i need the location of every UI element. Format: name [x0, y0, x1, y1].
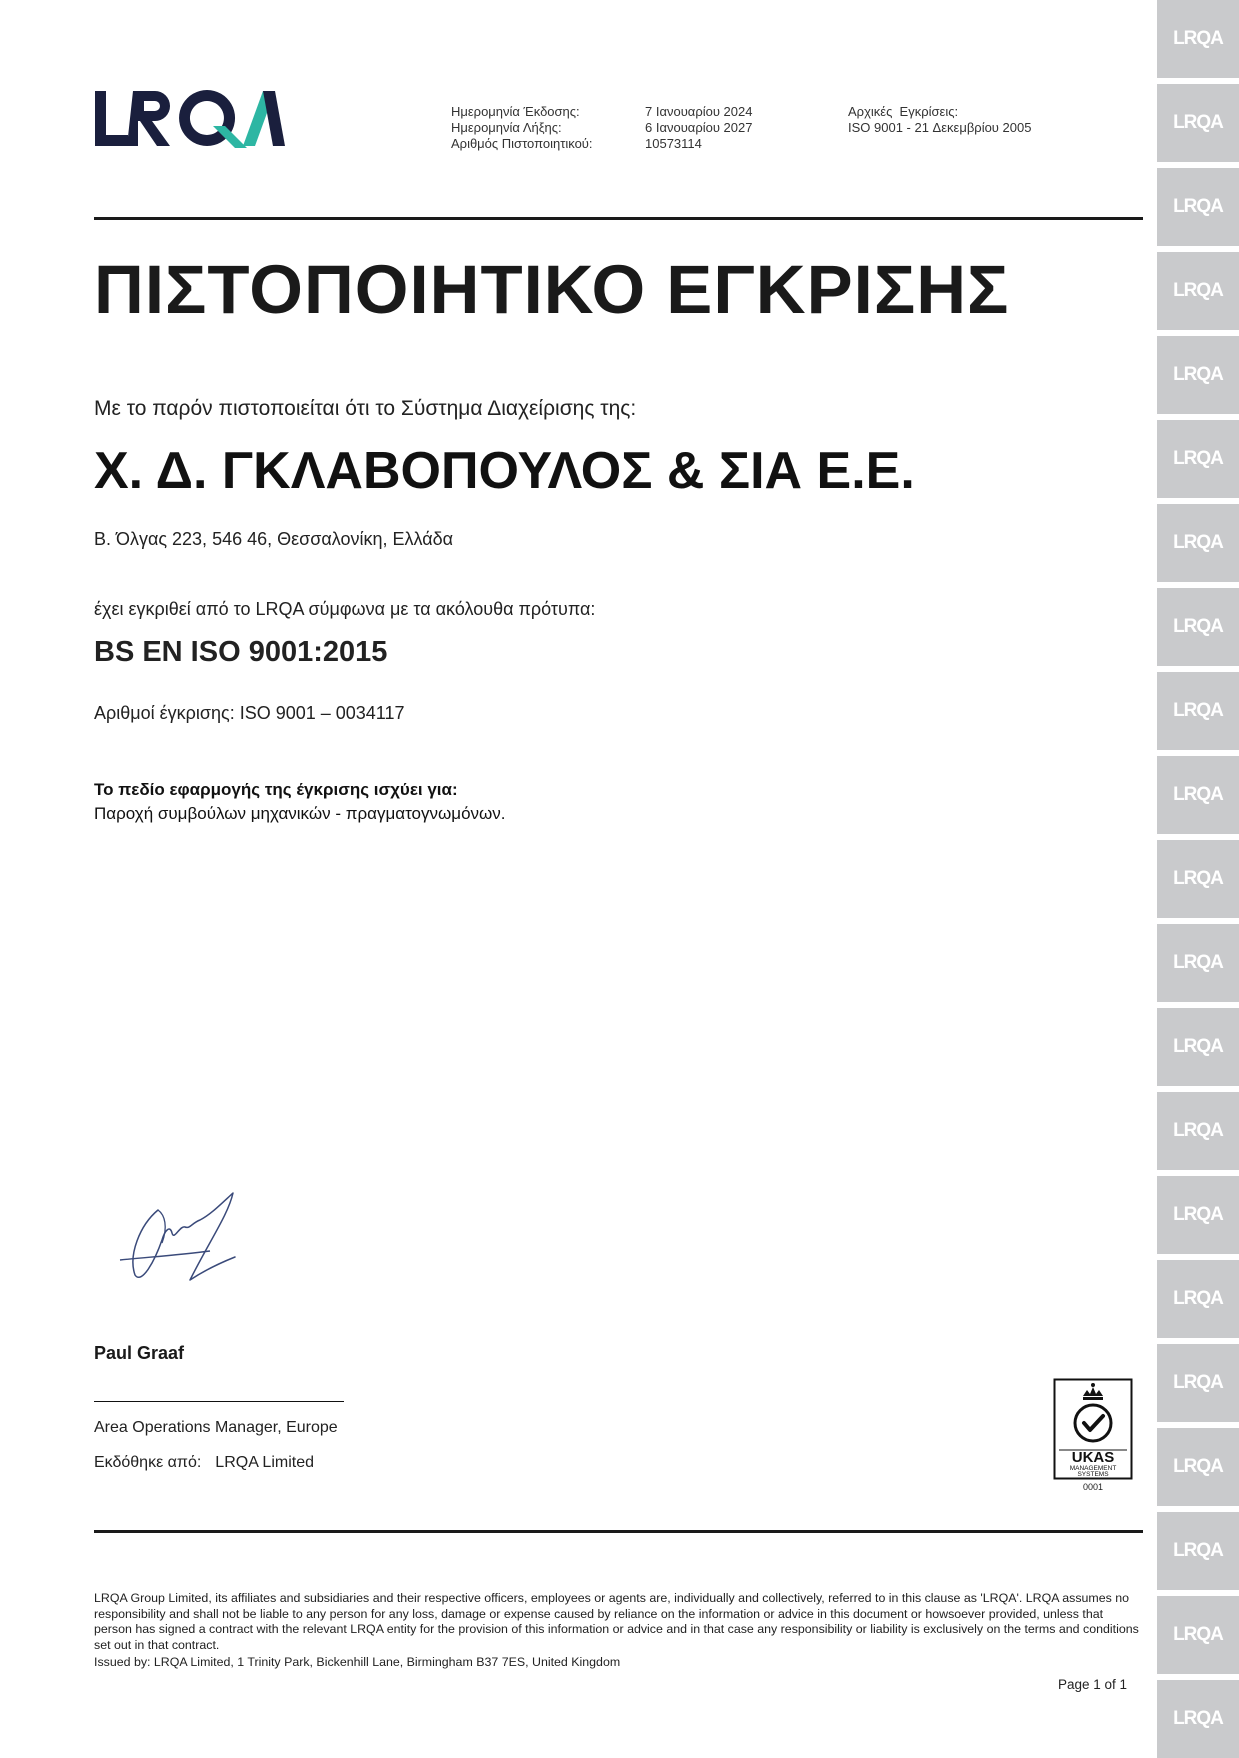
company-address: Β. Όλγας 223, 546 46, Θεσσαλονίκη, Ελλάδα — [94, 529, 454, 549]
issue-date: 7 Ιανουαρίου 2024 — [645, 104, 753, 119]
issued-by-value: LRQA Limited — [215, 1454, 315, 1471]
side-tab-logo: LRQA — [1173, 952, 1223, 973]
cert-number: 10573114 — [645, 136, 702, 151]
side-tab-logo: LRQA — [1173, 532, 1223, 553]
standard: BS EN ISO 9001:2015 — [94, 636, 388, 668]
ukas-line1: MANAGEMENT — [1069, 1465, 1117, 1472]
side-tab-logo: LRQA — [1173, 700, 1223, 721]
side-tab-logo: LRQA — [1173, 1288, 1223, 1309]
side-tab-logo: LRQA — [1173, 616, 1223, 637]
side-tab — [1157, 756, 1239, 834]
side-tab — [1157, 1344, 1239, 1422]
lrqa-logo — [95, 88, 285, 150]
page-number: Page 1 of 1 — [1058, 1677, 1128, 1692]
side-tab-logo: LRQA — [1173, 1456, 1223, 1477]
top-divider — [94, 217, 1143, 220]
side-tab-logo: LRQA — [1173, 1372, 1223, 1393]
issue-date-label: Ημερομηνία Έκδοσης: — [451, 104, 580, 119]
original-approvals: ISO 9001 - 21 Δεκεμβρίου 2005 — [848, 120, 1032, 135]
expiry-date-label: Ημερομηνία Λήξης: — [451, 120, 562, 135]
signature — [110, 1185, 260, 1295]
side-tab — [1157, 1008, 1239, 1086]
side-tab-logo: LRQA — [1173, 784, 1223, 805]
side-tab-logo: LRQA — [1173, 868, 1223, 889]
side-tab-logo: LRQA — [1173, 448, 1223, 469]
side-tab — [1157, 1512, 1239, 1590]
side-tab — [1157, 504, 1239, 582]
side-tab-logo: LRQA — [1173, 1708, 1223, 1729]
side-tab — [1157, 924, 1239, 1002]
company-name: Χ. Δ. ΓΚΛΑΒΟΠΟΥΛΟΣ & ΣΙΑ Ε.Ε. — [94, 442, 915, 500]
side-tab — [1157, 1428, 1239, 1506]
side-tab — [1157, 0, 1239, 78]
ukas-accreditation-mark — [1053, 1378, 1133, 1480]
ukas-name: UKAS — [1071, 1449, 1115, 1466]
signer-title: Area Operations Manager, Europe — [94, 1419, 338, 1436]
side-tab-logo: LRQA — [1173, 1120, 1223, 1141]
side-tab — [1157, 1092, 1239, 1170]
bottom-divider — [94, 1530, 1143, 1533]
ukas-line2: SYSTEMS — [1077, 1471, 1109, 1478]
signature-line — [94, 1401, 344, 1402]
certificate-title: ΠΙΣΤΟΠΟΙΗΤΙΚΟ ΕΓΚΡΙΣΗΣ — [94, 251, 1010, 328]
side-tab-logo: LRQA — [1173, 1036, 1223, 1057]
issued-address: Issued by: LRQA Limited, 1 Trinity Park, Bickenhill Lane, Birmingham B37 7ES, United Kingdom — [94, 1655, 621, 1669]
side-tab-logo: LRQA — [1173, 112, 1223, 133]
scope-label: Το πεδίο εφαρμογής της έγκρισης ισχύει για: — [94, 780, 458, 799]
approved-by-text: έχει εγκριθεί από το LRQA σύμφωνα με τα ακόλουθα πρότυπα: — [94, 599, 596, 619]
side-tab — [1157, 168, 1239, 246]
side-tab — [1157, 420, 1239, 498]
certificate-intro: Με το παρόν πιστοποιείται ότι το Σύστημα Διαχείρισης της: — [94, 397, 637, 420]
side-tab — [1157, 672, 1239, 750]
side-tab — [1157, 1680, 1239, 1758]
side-tab-strip — [1157, 0, 1239, 1752]
expiry-date: 6 Ιανουαρίου 2027 — [645, 120, 753, 135]
approval-numbers: Αριθμοί έγκρισης: ISO 9001 – 0034117 — [94, 703, 405, 723]
signer-name: Paul Graaf — [94, 1343, 185, 1363]
side-tab — [1157, 336, 1239, 414]
issued-by-label: Εκδόθηκε από: — [94, 1454, 202, 1471]
side-tab-logo: LRQA — [1173, 28, 1223, 49]
side-tab — [1157, 84, 1239, 162]
side-tab-logo: LRQA — [1173, 196, 1223, 217]
disclaimer: LRQA Group Limited, its affiliates and subsidiaries and their respective officers, employees or agents are, individually and collectively, referred to in this clause as 'LRQA'. LRQA assumes no responsibility and shall not be liable to any person for any loss, damage or expense caused by reliance on the information or advice in this document or howsoever provided, unless that person has signed a contract with the relevant LRQA entity for the provision of this information or advice and in that case any responsibility or liability is exclusively on the terms and conditions set out in that contract. — [94, 1591, 1139, 1652]
side-tab — [1157, 1176, 1239, 1254]
side-tab — [1157, 252, 1239, 330]
side-tab-logo: LRQA — [1173, 1624, 1223, 1645]
issued-by — [94, 1454, 314, 1472]
original-approvals-label: Αρχικές Εγκρίσεις: — [848, 104, 959, 119]
cert-number-label: Αριθμός Πιστοποιητικού: — [451, 136, 593, 151]
side-tab — [1157, 1596, 1239, 1674]
side-tab — [1157, 1260, 1239, 1338]
scope-text: Παροχή συμβούλων μηχανικών - πραγματογνωμόνων. — [94, 804, 506, 823]
side-tab-logo: LRQA — [1173, 1540, 1223, 1561]
side-tab-logo: LRQA — [1173, 1204, 1223, 1225]
ukas-code: 0001 — [1082, 1482, 1104, 1492]
side-tab — [1157, 840, 1239, 918]
side-tab-logo: LRQA — [1173, 280, 1223, 301]
side-tab-logo: LRQA — [1173, 364, 1223, 385]
side-tab — [1157, 588, 1239, 666]
